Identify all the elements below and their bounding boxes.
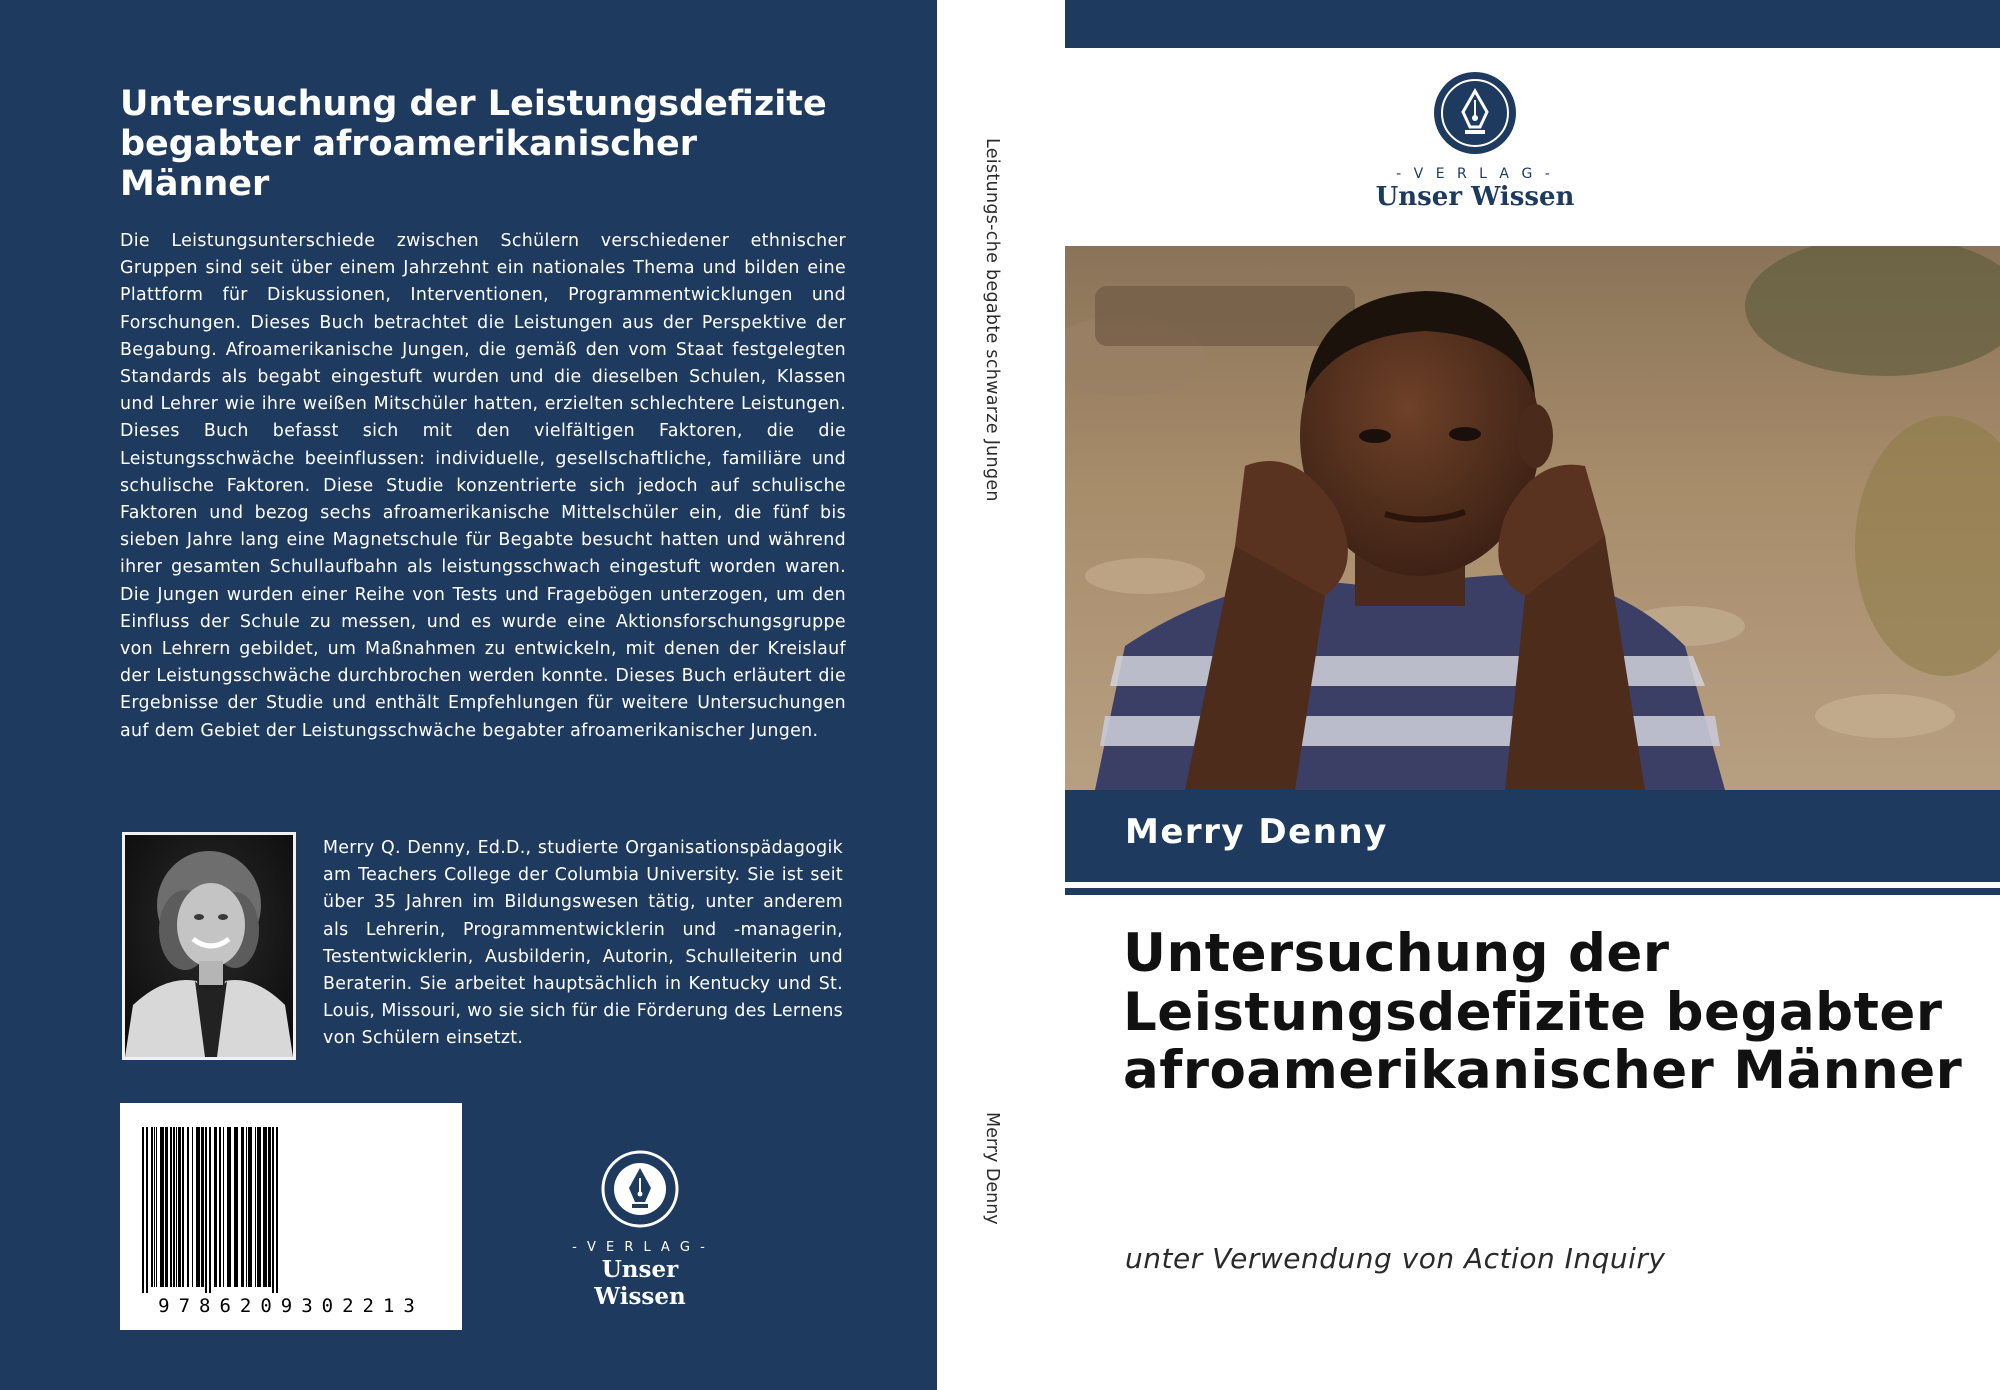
front-logo-name: Unser Wissen <box>1375 182 1575 212</box>
barcode-bar <box>156 1127 157 1287</box>
barcode-bar <box>246 1127 247 1287</box>
back-cover-blurb: Die Leistungsunterschiede zwischen Schülern verschiedener ethnischer Gruppen sind seit über einem Jahrzehnt ein nationales Thema und bilden eine Plattform für Diskussionen, Interventionen, Programmentwicklungen und Forschungen. Dieses Buch betrachtet die Leistungen aus der Perspektive der Begabung. Afroamerikanische Jungen, die gemäß den vom Staat festgelegten Standards als begabt eingestuft wurden und die dieselben Schulen, Klassen und Lehrer wie ihre weißen Mitschüler hatten, erzielten schlechtere Leistungen. Dieses Buch befasst sich mit den vielfältigen Faktoren, die die Leistungsschwäche beeinflussen: individuelle, gesellschaftliche, familiäre und schulische Faktoren. Diese Studie konzentrierte sich jedoch auf schulische Faktoren und bezog sechs afroamerikanische Mittelschüler ein, die fünf bis sieben Jahre lang eine Magnetschule für Begabte besucht hatten und während ihrer gesamten Schullaufbahn als leistungsschwach eingestuft worden waren. Die Jungen wurden einer Reihe von Tests und Fragebögen unterzogen, um den Einfluss der Schule zu messen, und es wurde eine Aktionsforschungsgruppe von Lehrern gebildet, um Maßnahmen zu entwickeln, mit denen der Kreislauf der Leistungsschwäche durchbrochen werden konnte. Dieses Buch erläutert die Ergebnisse der Studie und enthält Empfehlungen für weitere Untersuchungen auf dem Gebiet der Leistungsschwäche begabter afroamerikanischer Jungen. <box>120 231 846 741</box>
barcode-bar <box>209 1127 211 1293</box>
barcode-bar <box>219 1127 221 1287</box>
barcode-bar <box>151 1127 153 1287</box>
back-publisher-logo <box>555 1150 725 1310</box>
cover-photo <box>1065 246 2000 790</box>
barcode-bar <box>241 1127 244 1287</box>
barcode-bar <box>170 1127 172 1287</box>
barcode-bar <box>268 1127 271 1287</box>
barcode-bar <box>255 1127 256 1287</box>
barcode-bar <box>176 1127 177 1287</box>
barcode-bar <box>182 1127 184 1287</box>
author-portrait <box>122 832 296 1060</box>
fountain-pen-nib-icon <box>601 1150 679 1228</box>
spine-author: Merry Denny <box>982 1112 1002 1225</box>
barcode-bar <box>248 1127 252 1287</box>
barcode-bar <box>201 1127 204 1287</box>
barcode-bar <box>154 1127 155 1287</box>
author-portrait-image <box>125 835 293 1057</box>
front-cover-title: Untersuchung der Leistungsdefizite begabter afroamerikanischer Männer <box>1123 923 1963 1101</box>
barcode-bar <box>272 1127 274 1293</box>
front-cover-subtitle: unter Verwendung von Action Inquiry <box>1125 1242 1666 1275</box>
front-logo-verlag: - V E R L A G - <box>1396 166 1554 182</box>
back-logo-verlag: - V E R L A G - <box>572 1240 708 1255</box>
back-cover <box>0 0 937 1390</box>
author-bio: Merry Q. Denny, Ed.D., studierte Organisationspädagogik am Teachers College der Columbia University. Sie ist seit über 35 Jahren im Bildungswesen tätig, unter anderem als Lehrerin, Programmentwicklerin und -managerin, Testentwicklerin, Ausbilderin, Autorin, Schulleiterin und Beraterin. Sie arbeitet hauptsächlich in Kentucky und St. Louis, Missouri, wo sie sich für die Förderung des Lernens von Schülern einsetzt. <box>323 838 843 1049</box>
barcode-bars <box>120 1103 462 1293</box>
front-top-bar <box>1065 0 2000 48</box>
barcode-bar <box>196 1127 200 1287</box>
cover-photo-image <box>1065 246 2000 790</box>
back-logo-name: Unser Wissen <box>594 1256 686 1310</box>
front-cover <box>1065 0 2000 1390</box>
barcode-bar <box>227 1127 231 1287</box>
barcode-bar <box>192 1127 193 1287</box>
barcode-bar <box>142 1127 144 1293</box>
isbn-barcode <box>120 1103 462 1330</box>
spine-title: Leistungs-che begabte schwarze Jungen <box>982 138 1002 502</box>
divider-line <box>1065 888 2000 895</box>
barcode-bar <box>214 1127 217 1287</box>
isbn-digits: 9786209302213 <box>158 1295 424 1317</box>
barcode-bar <box>234 1127 238 1287</box>
barcode-bar <box>178 1127 181 1287</box>
barcode-bar <box>276 1127 278 1293</box>
barcode-bar <box>173 1127 175 1287</box>
barcode-bar <box>165 1127 168 1287</box>
barcode-bar <box>146 1127 148 1293</box>
barcode-bar <box>187 1127 189 1287</box>
front-publisher-logo <box>1375 70 1575 212</box>
barcode-bar <box>160 1127 164 1287</box>
barcode-bar <box>257 1127 261 1287</box>
barcode-bar <box>263 1127 267 1287</box>
front-author-name: Merry Denny <box>1125 812 1388 852</box>
fountain-pen-nib-icon <box>1432 70 1518 156</box>
barcode-bar <box>205 1127 207 1293</box>
back-cover-title: Untersuchung der Leistungsdefizite begabter afroamerikanischer Männer <box>120 84 827 204</box>
barcode-bar <box>223 1127 224 1287</box>
author-bar <box>1065 790 2000 882</box>
